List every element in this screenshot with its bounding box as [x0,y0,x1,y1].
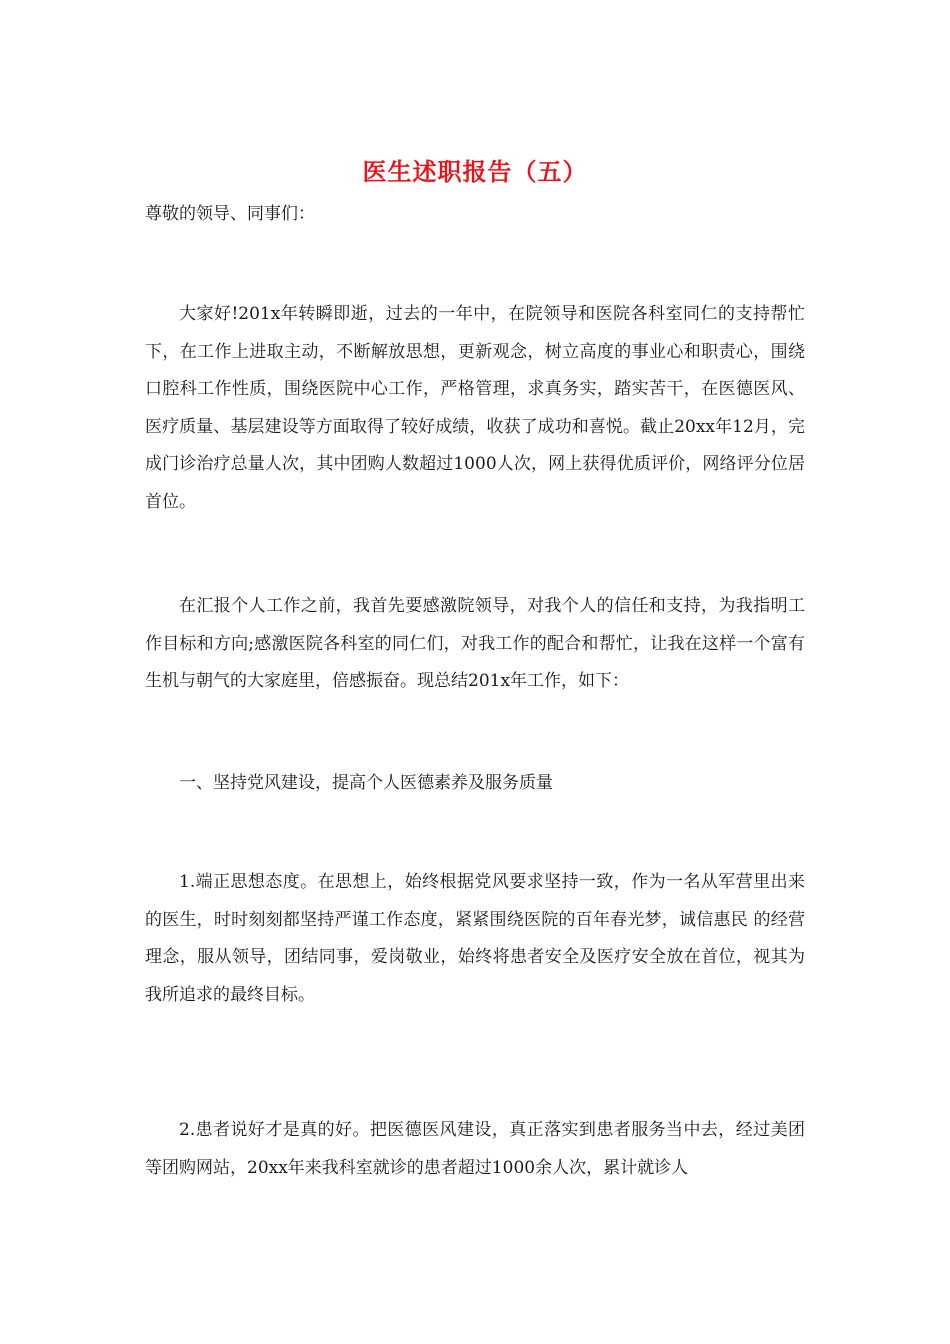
document-title: 医生述职报告（五） [362,157,588,186]
section-heading-1: 一、坚持党风建设，提高个人医德素养及服务质量 [179,773,553,793]
paragraph-thanks: 在汇报个人工作之前，我首先要感激院领导，对我个人的信任和支持，为我指明工作目标和方向;感激医院各科室的同仁们，对我工作的配合和帮忙，让我在这样一个富有生机与朝气的大家庭里，倍感振奋。现总结201x年工作，如下： [145,596,805,691]
paragraph-intro: 大家好!201x年转瞬即逝，过去的一年中，在院领导和医院各科室同仁的支持帮忙下，在工作上进取主动，不断解放思想，更新观念，树立高度的事业心和职责心，围绕口腔科工作性质，围绕医院中心工作，严格管理，求真务实，踏实苦干，在医德医风、医疗质量、基层建设等方面取得了较好成绩，收获了成功和喜悦。截止20xx年12月，完成门诊治疗总量人次，其中团购人数超过1000人次，网上获得优质评价，网络评分位居首位。 [145,304,805,512]
salutation: 尊敬的领导、同事们： [145,204,315,224]
paragraph-item-1: 1.端正思想态度。在思想上，始终根据党风要求坚持一致，作为一名从军营里出来的医生，时时刻刻都坚持严谨工作态度，紧紧围绕医院的百年春光梦，诚信惠民 的经营理念，服从领导，团结同事，爱岗敬业，始终将患者安全及医疗安全放在首位，视其为我所追求的最终目标。 [145,872,805,1005]
paragraph-item-2: 2.患者说好才是真的好。把医德医风建设，真正落实到患者服务当中去，经过美团等团购网站，20xx年来我科室就诊的患者超过1000余人次，累计就诊人 [145,1120,805,1178]
